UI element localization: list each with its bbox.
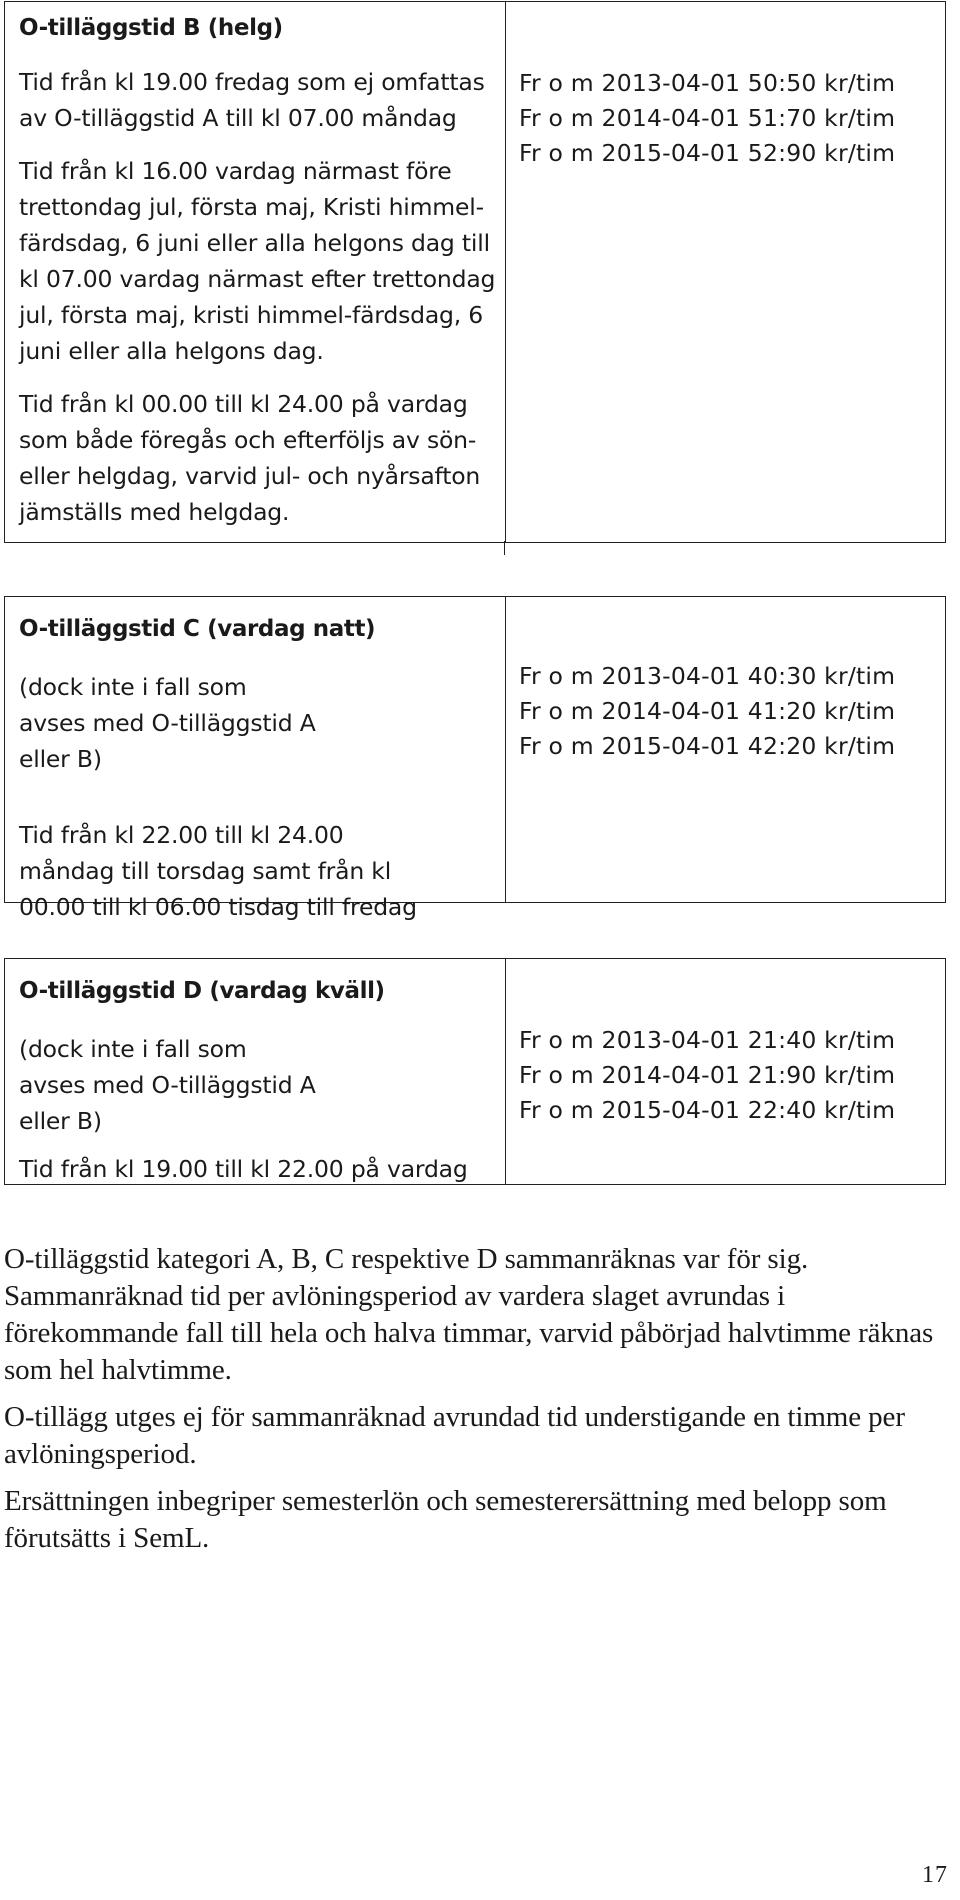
body-text bbox=[4, 1241, 949, 1567]
rate-line: Fr o m 2014-04-01 51:70 kr/tim bbox=[519, 104, 896, 132]
body-paragraph: Ersättningen inbegriper semesterlön och semesterersättning med belopp som förutsätts i SemL. bbox=[4, 1485, 887, 1554]
section-c-header: O-tilläggstid C (vardag natt) bbox=[19, 616, 376, 642]
condition-text: (dock inte i fall som avses med O-tilläggstid A eller B) bbox=[19, 673, 316, 773]
section-d-rates bbox=[519, 1023, 939, 1128]
section-b-conditions bbox=[19, 10, 507, 530]
condition-text: Tid från kl 19.00 till kl 22.00 på vardag bbox=[19, 1155, 468, 1183]
rate-line: Fr o m 2015-04-01 52:90 kr/tim bbox=[519, 139, 896, 167]
section-d-table bbox=[4, 958, 946, 1185]
condition-text: Tid från kl 22.00 till kl 24.00 måndag till torsdag samt från kl 00.00 till kl 06.00 tisdag till fredag bbox=[19, 821, 417, 921]
section-b-header: O-tilläggstid B (helg) bbox=[19, 15, 283, 41]
condition-text: Tid från kl 00.00 till kl 24.00 på vardag som både föregås och efterföljs av sön- eller helgdag, varvid jul- och nyårsafton jämställs med helgdag. bbox=[19, 390, 481, 526]
section-c-conditions bbox=[19, 611, 499, 925]
rate-line: Fr o m 2013-04-01 50:50 kr/tim bbox=[519, 69, 896, 97]
condition-text: Tid från kl 16.00 vardag närmast före trettondag jul, första maj, Kristi himmel-färdsdag, 6 juni eller alla helgons dag till kl 07.00 vardag närmast efter trettondag jul, första maj, kristi himmel-färdsdag, 6 juni eller alla helgons dag. bbox=[19, 157, 496, 365]
rate-line: Fr o m 2014-04-01 41:20 kr/tim bbox=[519, 697, 896, 725]
page-number: 17 bbox=[922, 1862, 948, 1888]
section-b-table bbox=[4, 1, 946, 543]
divider-stub bbox=[504, 541, 505, 555]
condition-text: (dock inte i fall som avses med O-tilläggstid A eller B) bbox=[19, 1035, 316, 1135]
column-divider bbox=[505, 959, 506, 1184]
section-b-rates bbox=[519, 66, 939, 171]
body-paragraph: O-tilläggstid kategori A, B, C respektive D sammanräknas var för sig. Sammanräknad tid per avlöningsperiod av vardera slaget avrundas i förekommande fall till hela och halva timmar, varvid påbörjad halvtimme räknas som hel halvtimme. bbox=[4, 1243, 934, 1386]
rate-line: Fr o m 2013-04-01 40:30 kr/tim bbox=[519, 662, 896, 690]
rate-line: Fr o m 2015-04-01 42:20 kr/tim bbox=[519, 732, 896, 760]
column-divider bbox=[505, 597, 506, 902]
section-d-header: O-tilläggstid D (vardag kväll) bbox=[19, 978, 385, 1004]
section-c-rates bbox=[519, 659, 939, 764]
section-c-table bbox=[4, 596, 946, 921]
condition-text: Tid från kl 19.00 fredag som ej omfattas av O-tilläggstid A till kl 07.00 måndag bbox=[19, 68, 485, 132]
rate-line: Fr o m 2014-04-01 21:90 kr/tim bbox=[519, 1061, 896, 1089]
body-paragraph: O-tillägg utges ej för sammanräknad avrundad tid understigande en timme per avlöningsperiod. bbox=[4, 1401, 905, 1470]
section-d-conditions bbox=[19, 973, 499, 1187]
rate-line: Fr o m 2015-04-01 22:40 kr/tim bbox=[519, 1096, 896, 1124]
rate-line: Fr o m 2013-04-01 21:40 kr/tim bbox=[519, 1026, 896, 1054]
